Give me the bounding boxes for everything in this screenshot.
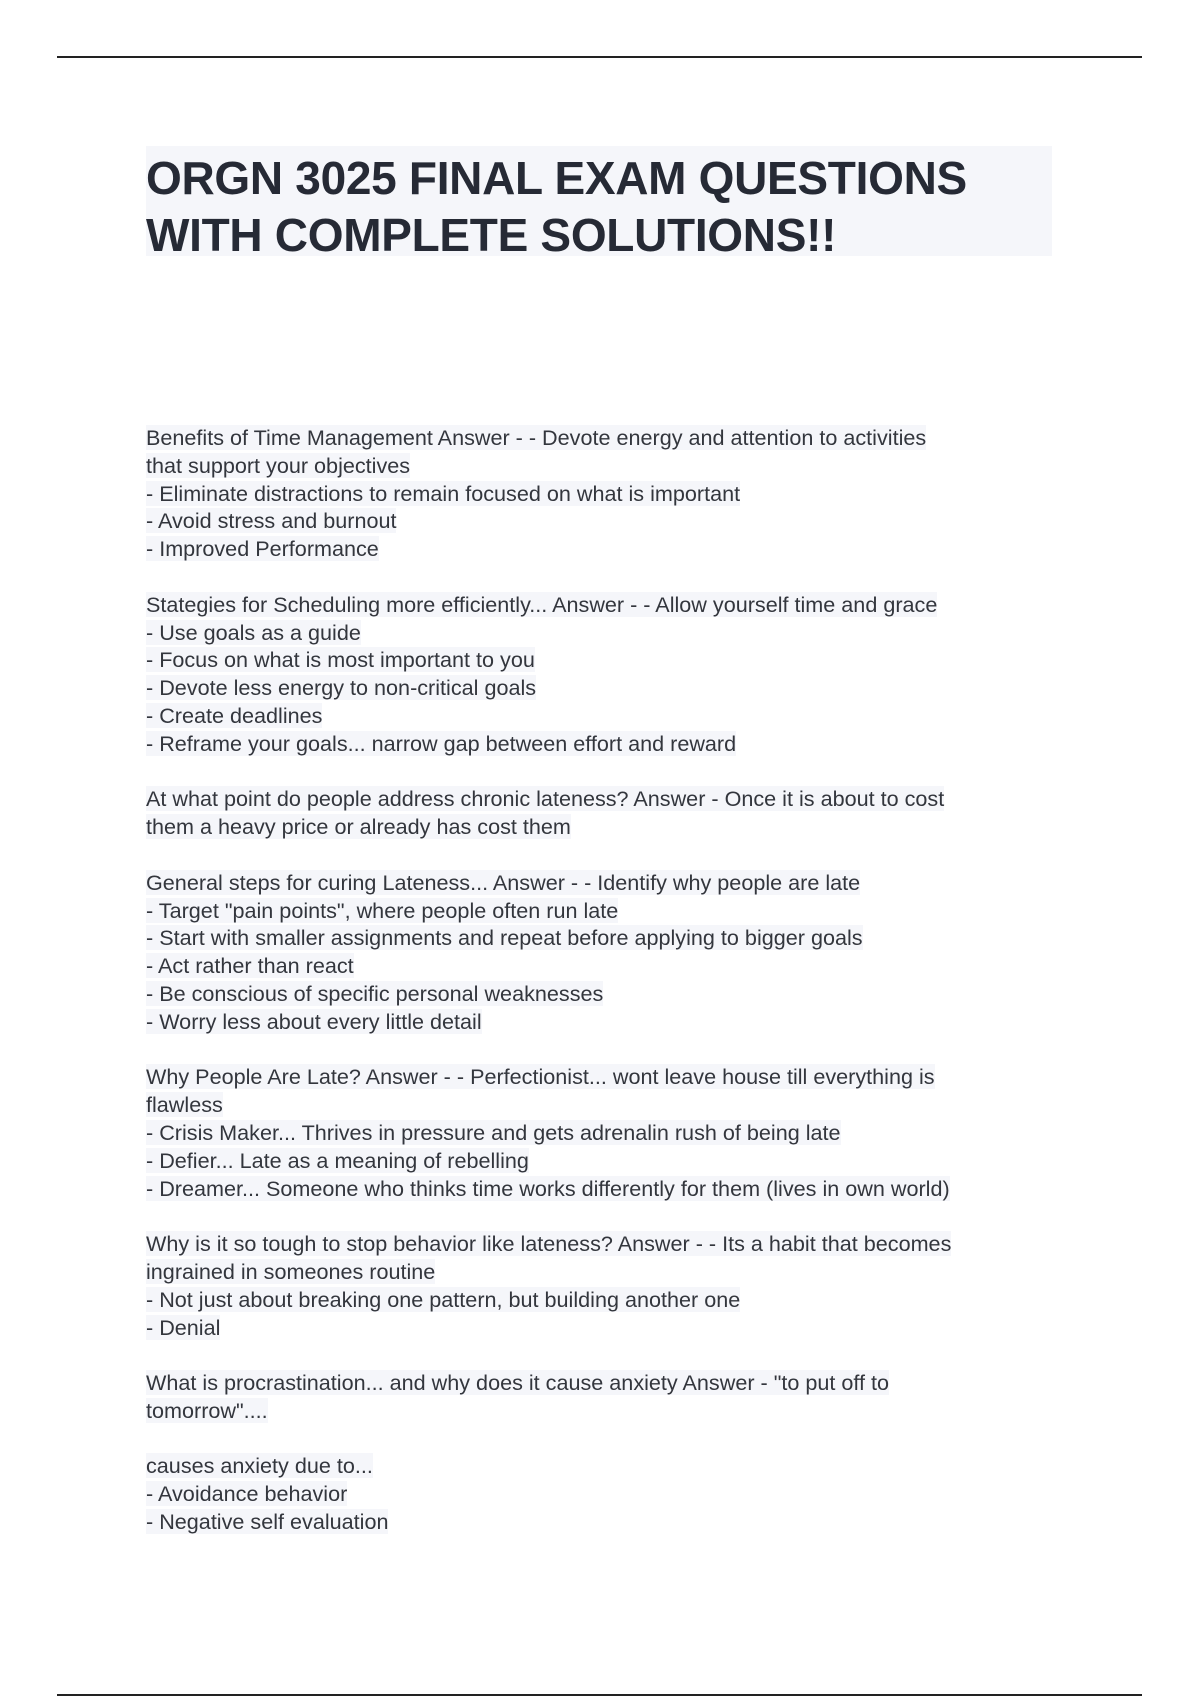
line-text: - Dreamer... Someone who thinks time works differently for them (lives in own world) [146, 1175, 950, 1201]
line-text: - Create deadlines [146, 702, 323, 728]
line-text: - Start with smaller assignments and repeat before applying to bigger goals [146, 925, 863, 951]
answer-line [146, 813, 1066, 841]
line-text: that support your objectives [146, 452, 411, 478]
question-line [146, 1369, 1066, 1397]
answer-line [146, 619, 1066, 647]
answer-line [146, 1286, 1066, 1314]
answer-line [146, 1147, 1066, 1175]
blank-line [146, 1202, 1066, 1230]
line-text: - Devote less energy to non-critical goals [146, 675, 537, 701]
answer-line [146, 535, 1066, 563]
answer-line [146, 1175, 1066, 1203]
line-text: Stategies for Scheduling more efficiently... Answer - - Allow yourself time and grace [146, 591, 938, 617]
answer-line [146, 897, 1066, 925]
line-text: - Use goals as a guide [146, 619, 361, 645]
blank-line [146, 563, 1066, 591]
line-text: - Worry less about every little detail [146, 1008, 482, 1034]
line-text: - Not just about breaking one pattern, but building another one [146, 1286, 741, 1312]
line-text: - Be conscious of specific personal weaknesses [146, 980, 604, 1006]
answer-line [146, 452, 1066, 480]
answer-line [146, 980, 1066, 1008]
answer-line [146, 952, 1066, 980]
question-line [146, 1452, 1066, 1480]
answer-line [146, 1397, 1066, 1425]
line-text: General steps for curing Lateness... Answer - - Identify why people are late [146, 869, 861, 895]
answer-line [146, 1119, 1066, 1147]
line-text: - Act rather than react [146, 953, 354, 979]
line-text: - Avoid stress and burnout [146, 508, 397, 534]
answer-line [146, 1258, 1066, 1286]
line-text: What is procrastination... and why does it cause anxiety Answer - "to put off to [146, 1370, 890, 1396]
question-line [146, 785, 1066, 813]
answer-line [146, 480, 1066, 508]
line-text: Benefits of Time Management Answer - - Devote energy and attention to activities [146, 425, 927, 450]
line-text: ingrained in someones routine [146, 1258, 436, 1284]
question-line [146, 424, 1066, 452]
title-line: WITH COMPLETE SOLUTIONS!! [146, 209, 837, 261]
question-line [146, 1230, 1066, 1258]
answer-line [146, 646, 1066, 674]
document-title [146, 146, 1052, 264]
line-text: - Defier... Late as a meaning of rebelling [146, 1147, 529, 1173]
answer-line [146, 1091, 1066, 1119]
line-text: them a heavy price or already has cost them [146, 814, 571, 840]
line-text: - Improved Performance [146, 536, 379, 562]
answer-line [146, 674, 1066, 702]
question-line [146, 869, 1066, 897]
answer-line [146, 1008, 1066, 1036]
title-line: ORGN 3025 FINAL EXAM QUESTIONS [146, 152, 967, 204]
answer-line [146, 702, 1066, 730]
line-text: - Crisis Maker... Thrives in pressure and gets adrenalin rush of being late [146, 1119, 841, 1145]
answer-line [146, 1480, 1066, 1508]
answer-line [146, 730, 1066, 758]
line-text: flawless [146, 1092, 223, 1118]
question-line [146, 1063, 1066, 1091]
bottom-divider [57, 1694, 1142, 1696]
question-line [146, 591, 1066, 619]
blank-line [146, 841, 1066, 869]
title-block [146, 146, 1052, 261]
blank-line [146, 1425, 1066, 1453]
line-text: - Negative self evaluation [146, 1509, 389, 1535]
line-text: - Reframe your goals... narrow gap between effort and reward [146, 730, 737, 756]
line-text: - Denial [146, 1314, 221, 1340]
line-text: tomorrow".... [146, 1397, 268, 1423]
line-text: At what point do people address chronic lateness? Answer - Once it is about to cost [146, 786, 945, 812]
line-text: - Avoidance behavior [146, 1481, 348, 1507]
line-text: Why People Are Late? Answer - - Perfectionist... wont leave house till everything is [146, 1064, 935, 1090]
answer-line [146, 1314, 1066, 1342]
top-divider [57, 56, 1142, 58]
answer-line [146, 924, 1066, 952]
blank-line [146, 1036, 1066, 1064]
line-text: - Eliminate distractions to remain focused on what is important [146, 480, 741, 506]
line-text: Why is it so tough to stop behavior like lateness? Answer - - Its a habit that becomes [146, 1231, 952, 1257]
line-text: - Focus on what is most important to you [146, 647, 535, 673]
answer-line [146, 507, 1066, 535]
answer-line [146, 1508, 1066, 1536]
blank-line [146, 1341, 1066, 1369]
blank-line [146, 758, 1066, 786]
line-text: - Target "pain points", where people often run late [146, 897, 619, 923]
document-body [146, 424, 1066, 1536]
line-text: causes anxiety due to... [146, 1453, 373, 1479]
